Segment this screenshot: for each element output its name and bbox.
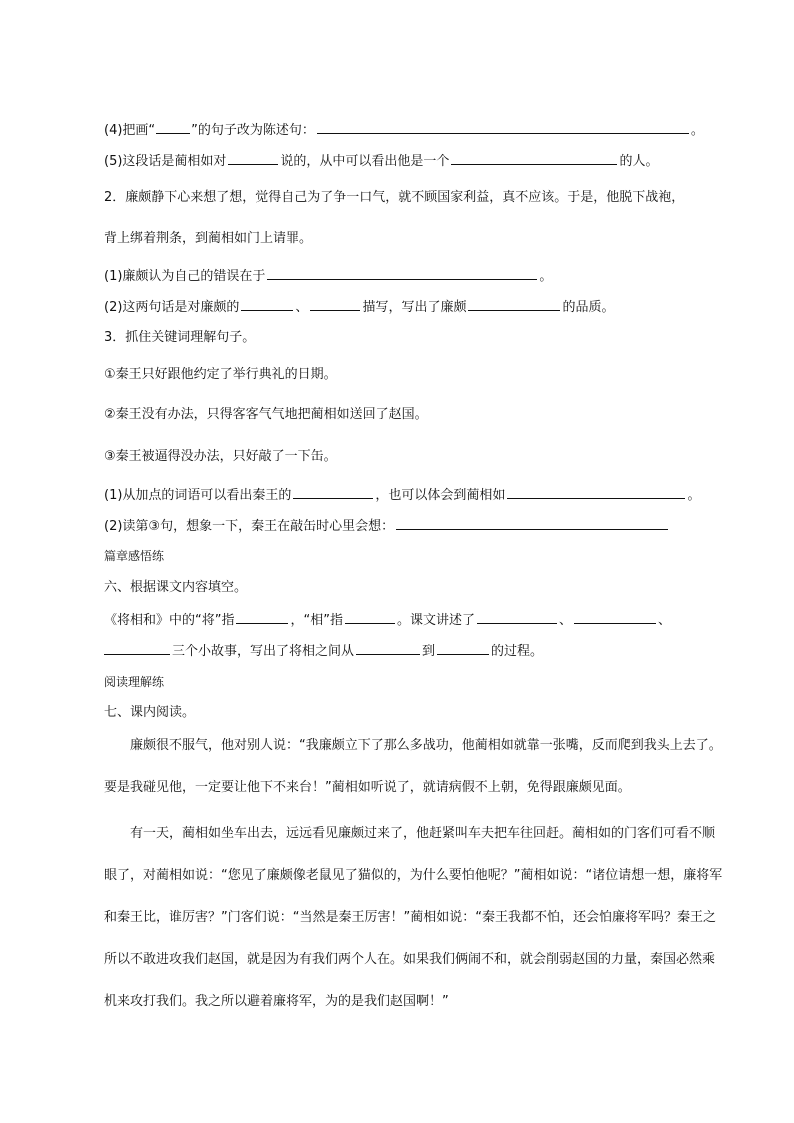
q6-text-e: 、 bbox=[658, 613, 672, 628]
q6-blank-1[interactable] bbox=[236, 609, 288, 624]
q4-prefix: (4)把画“ bbox=[104, 123, 156, 138]
p2q2-blank-3[interactable] bbox=[468, 296, 560, 311]
question-5 bbox=[104, 150, 658, 172]
q6-blank-2[interactable] bbox=[345, 609, 395, 624]
q6-text-g: 到 bbox=[422, 644, 436, 659]
q4-mark-blank bbox=[156, 121, 190, 134]
q5-blank-1[interactable] bbox=[228, 150, 278, 165]
q4-end: 。 bbox=[690, 123, 704, 138]
q6-text-f: 三个小故事，写出了将相之间从 bbox=[172, 644, 355, 659]
q6-blank-7[interactable] bbox=[437, 640, 489, 655]
p3q1-blank-2[interactable] bbox=[507, 484, 685, 499]
q6-text-d: 、 bbox=[558, 613, 572, 628]
q7-title: 七、课内阅读。 bbox=[104, 705, 196, 720]
p3-question-1 bbox=[104, 484, 700, 506]
p2-line-2: 背上绑着荆条，到蔺相如门上请罪。 bbox=[104, 231, 313, 246]
q6-blank-3[interactable] bbox=[477, 609, 557, 624]
q5-prefix: (5)这段话是蔺相如对 bbox=[104, 154, 227, 169]
q6-blank-5[interactable] bbox=[104, 640, 170, 655]
p3q2-prefix: (2)读第③句，想象一下，秦王在敲缶时心里会想： bbox=[104, 519, 395, 534]
q5-blank-2[interactable] bbox=[451, 150, 617, 165]
p2q1-blank[interactable] bbox=[267, 265, 537, 280]
q6-text-h: 的过程。 bbox=[491, 644, 544, 659]
passage-paragraph-1: 廉颇很不服气，他对别人说：“我廉颇立下了那么多战功，他蔺相如就靠一张嘴，反而爬到我头上去了。要是我碰见他，一定要让他下不来台！”蔺相如听说了，就请病假不上朝，免得跟廉颇见面。 bbox=[104, 738, 722, 795]
p2q2-middle: 描写，写出了廉颇 bbox=[362, 300, 467, 315]
p2q2-blank-1[interactable] bbox=[241, 296, 293, 311]
p2-question-2 bbox=[104, 296, 614, 318]
q6-blank-4[interactable] bbox=[574, 609, 656, 624]
q5-end: 的人。 bbox=[619, 154, 659, 169]
p3-question-2 bbox=[104, 515, 670, 537]
p2q2-prefix: (2)这两句话是对廉颇的 bbox=[104, 300, 240, 315]
p3q2-blank[interactable] bbox=[396, 515, 668, 530]
p2q1-prefix: (1)廉颇认为自己的错误在于 bbox=[104, 269, 266, 284]
p3-title: 3．抓住关键词理解句子。 bbox=[104, 330, 256, 345]
p2q2-end: 的品质。 bbox=[562, 300, 615, 315]
q5-middle: 说的，从中可以看出他是一个 bbox=[280, 154, 450, 169]
q4-middle: ”的句子改为陈述句： bbox=[191, 123, 315, 138]
p3-sentence-1: ①秦王只好跟他约定了举行典礼的日期。 bbox=[104, 367, 337, 382]
q6-line-2 bbox=[104, 640, 543, 662]
p2q2-sep: 、 bbox=[295, 300, 309, 315]
q4-answer-blank[interactable] bbox=[317, 119, 689, 134]
q6-text-c: 。课文讲述了 bbox=[396, 613, 475, 628]
p3q1-blank-1[interactable] bbox=[293, 484, 373, 499]
p3q1-end: 。 bbox=[687, 488, 701, 503]
q6-blank-6[interactable] bbox=[356, 640, 420, 655]
section-article: 篇章感悟练 bbox=[104, 549, 165, 563]
q6-line-1 bbox=[104, 609, 671, 631]
p2q2-blank-2[interactable] bbox=[310, 296, 360, 311]
p3-sentence-3: ③秦王被逼得没办法，只好敲了一下缶。 bbox=[104, 449, 337, 464]
section-reading: 阅读理解练 bbox=[104, 675, 165, 689]
question-4 bbox=[104, 119, 704, 141]
p3q1-middle: ，也可以体会到蔺相如 bbox=[375, 488, 506, 503]
p2-question-1 bbox=[104, 265, 552, 287]
q6-text-b: ，“相”指 bbox=[290, 613, 343, 628]
passage-paragraph-2: 有一天，蔺相如坐车出去，远远看见廉颇过来了，他赶紧叫车夫把车往回赶。蔺相如的门客们可看不顺眼了，对蔺相如说：“您见了廉颇像老鼠见了猫似的，为什么要怕他呢？”蔺相如说：“诸位请想一想，廉将军和秦王比，谁厉害？”门客们说：“当然是秦王厉害！”蔺相如说：“秦王我都不怕，还会怕廉将军吗？秦王之所以不敢进攻我们赵国，就是因为有我们两个人在。如果我们俩闹不和，就会削弱赵国的力量，秦国必然乘机来攻打我们。我之所以避着廉将军，为的是我们赵国啊！” bbox=[104, 826, 723, 1009]
p3q1-prefix: (1)从加点的词语可以看出秦王的 bbox=[104, 488, 292, 503]
p3-sentence-2: ②秦王没有办法，只得客客气气地把蔺相如送回了赵国。 bbox=[104, 407, 428, 422]
p2q1-end: 。 bbox=[539, 269, 553, 284]
q6-title: 六、根据课文内容填空。 bbox=[104, 580, 248, 595]
p2-line-1: 2．廉颇静下心来想了想，觉得自己为了争一口气，就不顾国家利益，真不应该。于是，他脱下战袍， bbox=[104, 190, 685, 205]
q6-text-a: 《将相和》中的“将”指 bbox=[104, 613, 235, 628]
